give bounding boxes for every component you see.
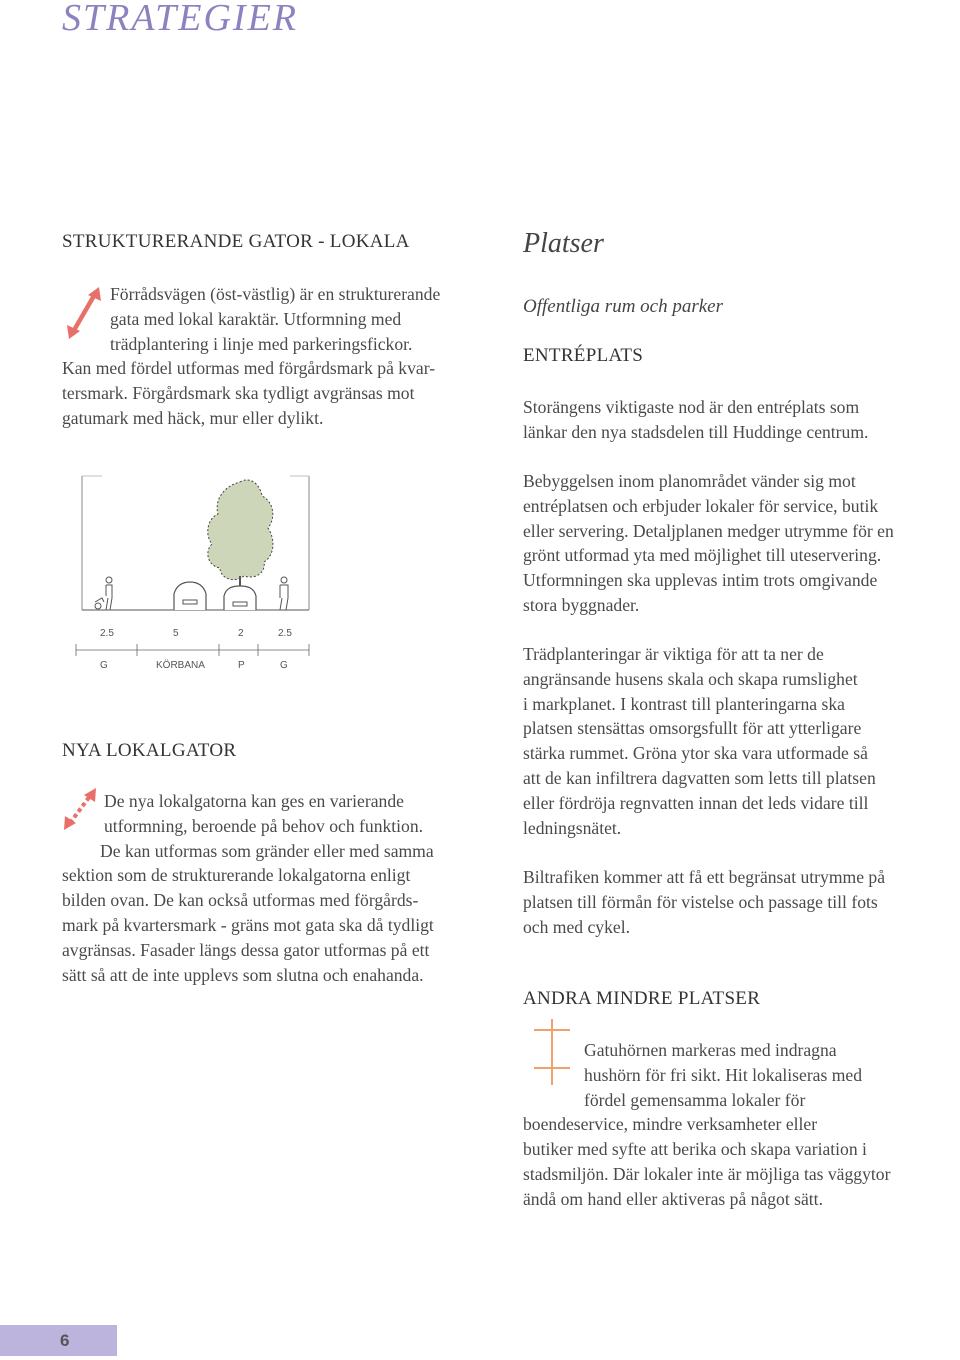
section-nya-lokalgator bbox=[62, 740, 502, 762]
text-line: Bebyggelsen inom planområdet vänder sig mot bbox=[523, 471, 856, 491]
text-line: grönt utformad yta med möjlighet till uteservering. bbox=[523, 545, 882, 566]
text-line: och med cykel. bbox=[523, 916, 630, 937]
zone-label: P bbox=[238, 660, 245, 671]
street-section-diagram bbox=[62, 468, 322, 688]
text-line: gata med lokal karaktär. Utformning med bbox=[110, 308, 402, 329]
section-entreplats bbox=[523, 345, 960, 367]
entreplats-paragraph-3 bbox=[523, 642, 960, 840]
zone-label: KÖRBANA bbox=[156, 660, 205, 671]
section-andra-mindre-platser bbox=[523, 988, 960, 1010]
text-line: hushörn för fri sikt. Hit lokaliseras med bbox=[584, 1064, 863, 1085]
column-subtitle: Offentliga rum och parker bbox=[523, 296, 724, 317]
text-line: De nya lokalgatorna kan ges en varierande bbox=[104, 791, 404, 811]
page-number: 6 bbox=[60, 1331, 70, 1350]
text-line: stora byggnader. bbox=[523, 594, 640, 615]
entreplats-paragraph-1 bbox=[523, 395, 960, 445]
text-line: Utformningen ska upplevas intim trots omgivande bbox=[523, 570, 878, 591]
text-line: utformning, beroende på behov och funktion. bbox=[104, 815, 424, 836]
text-line: sätt så att de inte upplevs som slutna och enahanda. bbox=[62, 964, 424, 985]
text-line: fördel gemensamma lokaler för bbox=[584, 1089, 806, 1110]
page-header-title: STRATEGIER bbox=[62, 0, 299, 39]
text-line: sektion som de strukturerande lokalgatorna enligt bbox=[62, 865, 411, 886]
text-line: ledningsnätet. bbox=[523, 817, 622, 838]
text-line: platsen till förmån för vistelse och passage till fots bbox=[523, 891, 878, 912]
text-line: Storängens viktigaste nod är den entréplats som bbox=[523, 397, 860, 417]
dimension-label: 5 bbox=[173, 628, 179, 639]
section2-body bbox=[62, 789, 502, 987]
text-line: länkar den nya stadsdelen till Huddinge centrum. bbox=[523, 421, 869, 442]
text-line: entréplatsen och erbjuder lokaler för service, butik bbox=[523, 495, 879, 516]
text-line: angränsande husens skala och skapa rumslighet bbox=[523, 668, 858, 689]
section-heading: NYA LOKALGATOR bbox=[62, 740, 237, 761]
text-line: bilden ovan. De kan också utformas med förgårds- bbox=[62, 890, 419, 911]
section1-body bbox=[62, 282, 502, 431]
section-heading: ANDRA MINDRE PLATSER bbox=[523, 988, 761, 1009]
text-line: Biltrafiken kommer att få ett begränsat utrymme på bbox=[523, 867, 886, 887]
text-line: Gatuhörnen markeras med indragna bbox=[584, 1040, 837, 1060]
text-line: platsen stensättas omsorgsfullt för att ytterligare bbox=[523, 718, 862, 739]
section-strukturerande-gator bbox=[62, 231, 502, 253]
column-title: Platser bbox=[523, 228, 604, 259]
text-line: Trädplanteringar är viktiga för att ta ner de bbox=[523, 644, 824, 664]
text-line: trädplantering i linje med parkeringsfickor. bbox=[110, 333, 413, 354]
entreplats-paragraph-2 bbox=[523, 469, 960, 618]
entreplats-paragraph-4 bbox=[523, 865, 960, 939]
text-line: tersmark. Förgårdsmark ska tydligt avgränsas mot bbox=[62, 383, 415, 404]
text-line: i markplanet. I kontrast till planteringarna ska bbox=[523, 693, 845, 714]
page-number-tab bbox=[0, 1325, 117, 1356]
dimension-label: 2.5 bbox=[278, 628, 292, 639]
street-section-drawing bbox=[62, 468, 322, 688]
text-line: Förrådsvägen (öst-västlig) är en strukturerande bbox=[110, 284, 441, 304]
dimension-label: 2 bbox=[238, 628, 244, 639]
andra-platser-body bbox=[523, 1038, 960, 1212]
text-line: stärka rummet. Gröna ytor ska vara utformade så bbox=[523, 743, 868, 764]
zone-label: G bbox=[100, 660, 108, 671]
section-heading: ENTRÉPLATS bbox=[523, 345, 644, 366]
text-line: De kan utformas som gränder eller med samma bbox=[100, 840, 434, 861]
section-heading: STRUKTURERANDE GATOR - LOKALA bbox=[62, 231, 410, 252]
text-line: eller servering. Detaljplanen medger utrymme för en bbox=[523, 520, 894, 541]
dimension-label: 2.5 bbox=[100, 628, 114, 639]
text-line: mark på kvartersmark - gräns mot gata ska då tydligt bbox=[62, 914, 434, 935]
text-line: gatumark med häck, mur eller dylikt. bbox=[62, 407, 324, 428]
text-line: boendeservice, mindre verksamheter eller bbox=[523, 1114, 818, 1135]
text-line: Kan med fördel utformas med förgårdsmark på kvar- bbox=[62, 358, 436, 379]
text-line: avgränsas. Fasader längs dessa gator utformas på ett bbox=[62, 939, 430, 960]
text-line: butiker med syfte att berika och skapa variation i bbox=[523, 1139, 867, 1160]
text-line: stadsmiljön. Där lokaler inte är möjliga tas väggytor bbox=[523, 1163, 891, 1184]
text-line: eller fördröja regnvatten innan det leds vidare till bbox=[523, 792, 869, 813]
text-line: ändå om hand eller aktiveras på något sätt. bbox=[523, 1188, 823, 1209]
zone-label: G bbox=[280, 660, 288, 671]
text-line: att de kan infiltrera dagvatten som letts till platsen bbox=[523, 767, 876, 788]
